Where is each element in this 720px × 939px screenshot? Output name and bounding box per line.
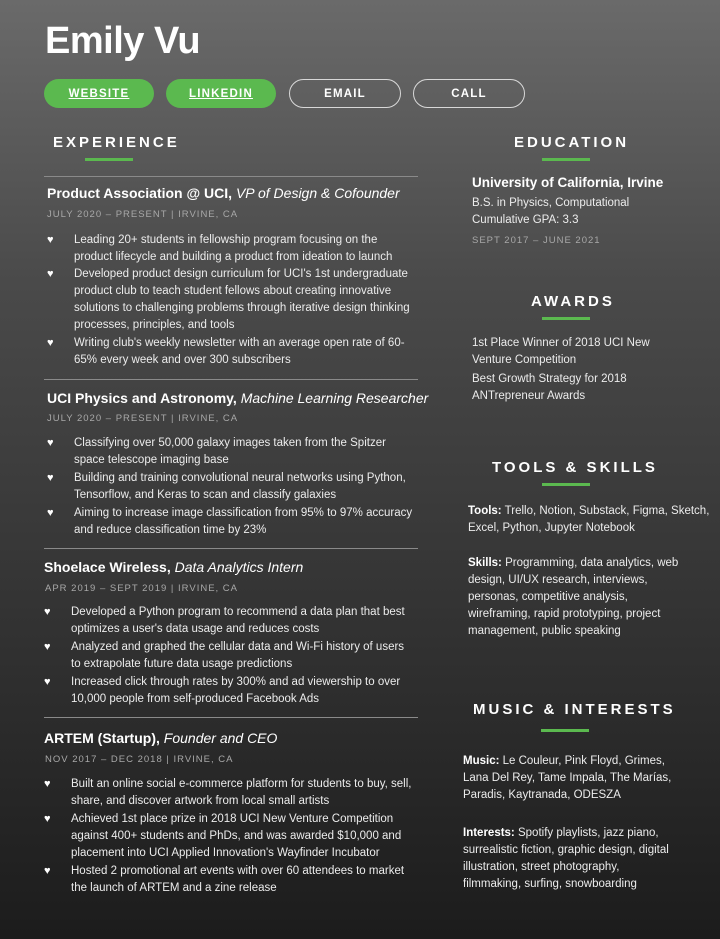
divider [44,176,418,177]
bullet-text: Classifying over 50,000 galaxy images taken from the Spitzer space telescope imaging base [74,437,386,466]
job-bullet [47,232,414,266]
degree: B.S. in Physics, Computational [472,197,630,209]
heart-icon: ♥ [47,337,54,349]
job-bullet [47,335,414,369]
bullet-text: Achieved 1st place prize in 2018 UCI New Venture Competition against 400+ students and PhDs, and was awarded $10,000 and placement into UCI Applied Innovation's Wayfinder Incubator [71,813,402,859]
job-role: Data Analytics Intern [174,559,304,575]
job-bullet [47,266,414,334]
awards-heading: AWARDS [531,293,615,310]
job-bullet [44,604,416,638]
heart-icon: ♥ [47,268,54,280]
gpa: Cumulative GPA: 3.3 [472,214,579,226]
job-org: Shoelace Wireless, [44,559,171,575]
job-org: ARTEM (Startup), [44,730,160,746]
job-title [47,390,428,406]
bullet-text: Building and training convolutional neural networks using Python, Tensorflow, and Keras to scan and classify galaxies [74,472,406,501]
music-value: Le Couleur, Pink Floyd, Grimes, Lana Del Rey, Tame Impala, The Marías, Paradis, Kaytranada, ODESZA [463,755,672,801]
tools-value: Trello, Notion, Substack, Figma, Sketch, Excel, Python, Jupyter Notebook [468,505,710,534]
bullet-text: Developed product design curriculum for UCI's 1st undergraduate product club to teach student fellows about creating innovative solutions to challenging problems through iterative design thinking processes, principles, and tools [74,268,410,331]
heart-icon: ♥ [44,606,51,618]
experience-heading: EXPERIENCE [53,134,180,151]
skills-text [468,555,688,640]
awards-rule [542,317,590,320]
bullet-text: Developed a Python program to recommend a data plan that best optimizes a user's data usage and reduces costs [71,606,405,635]
bullet-text: Hosted 2 promotional art events with over 60 attendees to market the launch of ARTEM and a zine release [71,865,405,894]
bullet-text: Writing club's weekly newsletter with an average open rate of 60-65% every week and over 300 subscribers [74,337,405,366]
resume-name: Emily Vu [45,20,201,62]
heart-icon: ♥ [47,437,54,449]
interests-text [463,825,678,893]
education-dates: SEPT 2017 – JUNE 2021 [472,235,601,246]
skills-label: Skills: [468,557,502,569]
website-button[interactable]: WEBSITE [44,79,154,108]
tools-text [468,503,713,537]
job-bullet [44,863,416,897]
email-button[interactable]: EMAIL [289,79,401,108]
award-item: 1st Place Winner of 2018 UCI New Venture Competition [472,337,650,366]
music-text [463,753,678,804]
skills-value: Programming, data analytics, web design, UI/UX research, interviews, personas, competitive analysis, wireframing, rapid prototyping, project management, public speaking [468,557,679,637]
job-bullet [44,811,416,862]
interests-rule [541,729,589,732]
bullet-text: Increased click through rates by 300% and ad viewership to over 10,000 people from self-produced Facebook Ads [71,676,401,705]
heart-icon: ♥ [44,778,51,790]
interests-value: Spotify playlists, jazz piano, surrealistic fiction, graphic design, digital illustration, street photography, filmmaking, surfing, snowboarding [463,827,669,890]
job-meta: APR 2019 – SEPT 2019 | IRVINE, CA [45,583,239,594]
divider [44,379,418,380]
interests-heading: MUSIC & INTERESTS [473,701,676,718]
job-title [44,559,303,575]
bullet-text: Analyzed and graphed the cellular data and Wi-Fi history of users to extrapolate future data usage predictions [71,641,405,670]
job-role: Machine Learning Researcher [240,390,429,406]
job-title [47,185,400,201]
job-meta: JULY 2020 – PRESENT | IRVINE, CA [47,413,239,424]
call-button[interactable]: CALL [413,79,525,108]
job-bullet [47,505,414,539]
school-name: University of California, Irvine [472,175,664,190]
heart-icon: ♥ [44,641,51,653]
heart-icon: ♥ [47,472,54,484]
music-label: Music: [463,755,500,767]
job-meta: NOV 2017 – DEC 2018 | IRVINE, CA [45,754,234,765]
heart-icon: ♥ [44,676,51,688]
experience-rule [85,158,133,161]
job-org: Product Association @ UCI, [47,185,233,201]
job-bullet [44,639,416,673]
job-role: VP of Design & Cofounder [235,185,400,201]
education-heading: EDUCATION [514,134,630,151]
bullet-text: Leading 20+ students in fellowship program focusing on the product lifecycle and building a product from ideation to launch [74,234,393,263]
interests-label: Interests: [463,827,515,839]
job-bullet [44,776,416,810]
bullet-text: Aiming to increase image classification from 95% to 97% accuracy and reduce classification time by 23% [74,507,413,536]
skills-heading: TOOLS & SKILLS [492,459,658,476]
tools-label: Tools: [468,505,502,517]
job-bullet [47,470,414,504]
job-meta: JULY 2020 – PRESENT | IRVINE, CA [47,209,239,220]
heart-icon: ♥ [47,234,54,246]
job-title [44,730,277,746]
job-bullet [47,435,414,469]
job-bullet [44,674,416,708]
job-role: Founder and CEO [163,730,278,746]
linkedin-button[interactable]: LINKEDIN [166,79,276,108]
divider [44,717,418,718]
heart-icon: ♥ [47,507,54,519]
divider [44,548,418,549]
heart-icon: ♥ [44,813,51,825]
bullet-text: Built an online social e-commerce platform for students to buy, sell, share, and discover artwork from local small artists [71,778,412,807]
skills-rule [542,483,590,486]
award-item: Best Growth Strategy for 2018 ANTrepreneur Awards [472,373,627,402]
education-rule [542,158,590,161]
heart-icon: ♥ [44,865,51,877]
job-org: UCI Physics and Astronomy, [47,390,237,406]
